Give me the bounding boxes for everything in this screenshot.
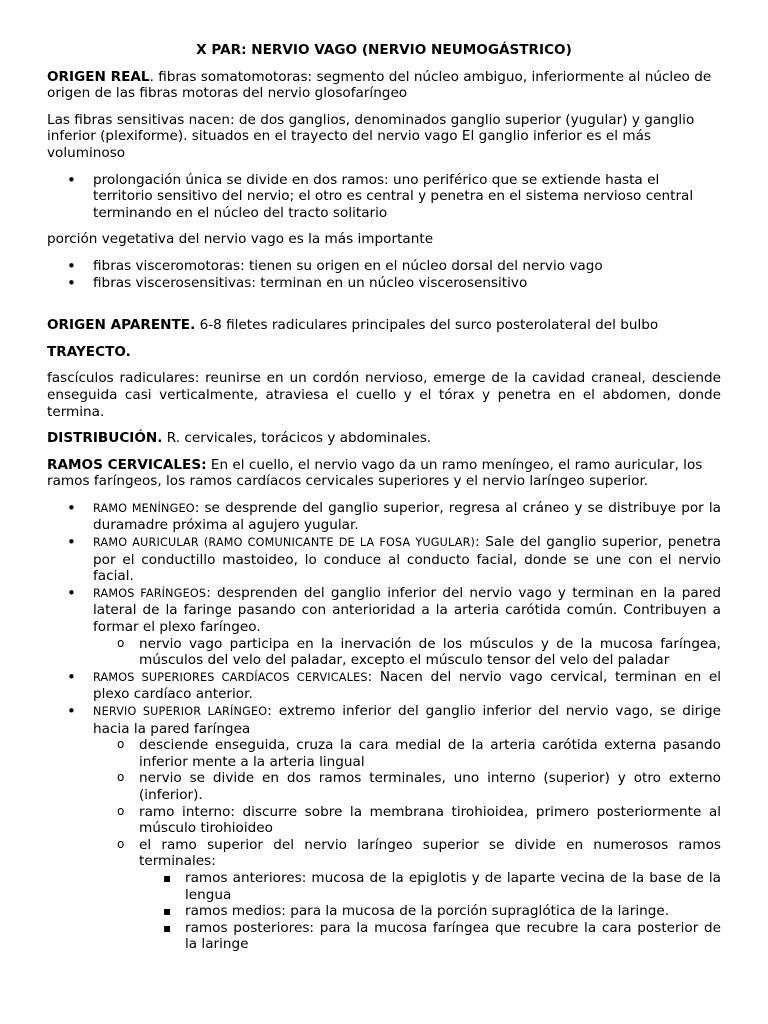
ramos-cervicales-heading: RAMOS CERVICALES: [47,456,207,473]
faringeos-sublist [93,636,721,669]
ramo-name: RAMO MENÍNGEO [93,501,195,515]
sub-list-item: o ramo interno: discurre sobre la membrana tirohioidea, primero posteriormente al músculo tirohioideo [93,804,721,837]
origen-real-heading: ORIGEN REAL [47,68,150,85]
trayecto-heading: TRAYECTO. [47,343,131,360]
terminal-list-item: ▪ ramos posteriores: para la mucosa faríngea que recubre la cara posterior de la laringe [139,920,721,953]
ramo-text: : Nacen del nervio vago cervical, terminan en el plexo cardíaco anterior. [93,668,721,703]
ramos-cervicales-paragraph [47,457,721,490]
ramos-cervicales-text: En el cuello, el nervio vago da un ramo meníngeo, el ramo auricular, los ramos faríngeos, los ramos cardíacos cervicales superiores y el nervio laríngeo superior. [47,456,703,490]
prolongacion-list [47,172,721,222]
ramo-text: : Sale del ganglio superior, penetra por el conductillo mastoideo, lo conduce al conducto facial, donde se une con el nervio facial. [93,534,722,585]
list-item-ramo-auricular [47,534,721,585]
list-item: • prolongación única se divide en dos ramos: uno periférico que se extiende hasta el territorio sensitivo del nervio; el otro es central y penetra en el sistema nervioso central terminando en el núcleo del tracto solitario [47,172,721,222]
terminal-list-item: ▪ ramos medios: para la mucosa de la porción supraglótica de la laringe. [139,903,721,920]
list-item-ramo-meningeo [47,500,721,534]
sub-list-item: o desciende enseguida, cruza la cara medial de la arteria carótida externa pasando inferior mente a la arteria lingual [93,737,721,770]
origen-real-text: . fibras somatomotoras: segmento del núcleo ambiguo, inferiormente al núcleo de origen de las fibras motoras del nervio glosofaríngeo [47,68,712,102]
list-item: • fibras viscerosensitivas: terminan en un núcleo viscerosensitivo [47,275,721,292]
sub-list-item: o nervio vago participa en la inervación de los músculos y de la mucosa faríngea, músculos del velo del paladar, excepto el músculo tensor del velo del paladar [93,636,721,669]
terminales-list [139,870,721,953]
sub-list-item: o nervio se divide en dos ramos terminales, uno interno (superior) y otro externo (inferior). [93,770,721,803]
origen-real-paragraph [47,69,721,102]
ramo-name: RAMOS SUPERIORES CARDÍACOS CERVICALES [93,670,368,684]
trayecto-text: fascículos radiculares: reunirse en un cordón nervioso, emerge de la cavidad craneal, desciende enseguida casi verticalmente, atraviesa el cuello y el tórax y penetra en el abdomen, donde termina. [47,370,721,420]
document-title: X PAR: NERVIO VAGO (NERVIO NEUMOGÁSTRICO) [196,42,572,58]
distribucion-heading: DISTRIBUCIÓN. [47,430,163,447]
trayecto-heading-paragraph [47,344,721,361]
sub-list-item-text: el ramo superior del nervio laríngeo superior se divide en numerosos ramos terminales: [139,836,721,870]
ramo-name: RAMO AURICULAR (RAMO COMUNICANTE DE LA FOSA YUGULAR) [93,536,476,550]
origen-aparente-heading: ORIGEN APARENTE. [47,317,196,334]
distribucion-text: R. cervicales, torácicos y abdominales. [162,430,432,447]
list-item-ramos-faringeos [47,585,721,669]
ramo-name: NERVIO SUPERIOR LARÍNGEO [93,705,268,718]
laringeo-sublist [93,737,721,953]
terminal-list-item: ▪ ramos anteriores: mucosa de la epiglotis y de laparte vecina de la base de la lengua [139,870,721,903]
origen-aparente-text: 6-8 filetes radiculares principales del surco posterolateral del bulbo [195,317,659,334]
vegetativa-list [47,258,721,291]
fibras-sensitivas-paragraph: Las fibras sensitivas nacen: de dos ganglios, denominados ganglio superior (yugular) y ganglio inferior (plexiforme). situados en el trayecto del nervio vago El ganglio inferior es el más voluminoso [47,111,695,161]
list-item-nervio-laringeo [47,703,721,953]
sub-list-item [93,837,721,953]
ramo-text: : extremo inferior del ganglio inferior del nervio vago, se dirige hacia la pared faríngea [93,703,722,737]
origen-aparente-paragraph [47,317,721,334]
distribucion-paragraph [47,430,721,447]
ramo-text: : se desprende del ganglio superior, regresa al cráneo y se distribuye por la duramadre próxima al agujero yugular. [93,499,722,534]
list-item-ramos-cardiacos [47,669,721,703]
ramo-name: RAMOS FARÍNGEOS [93,586,207,600]
ramos-list [47,500,721,953]
spacer [47,301,721,317]
ramo-text: : desprenden del ganglio inferior del nervio vago y terminan en la pared lateral de la faringe pasando con anterioridad a la arteria carótida común. Contribuyen a formar el plexo faríngeo. [93,584,721,636]
porcion-vegetativa-paragraph: porción vegetativa del nervio vago es la más importante [47,231,434,248]
list-item: • fibras visceromotoras: tienen su origen en el núcleo dorsal del nervio vago [47,258,721,275]
